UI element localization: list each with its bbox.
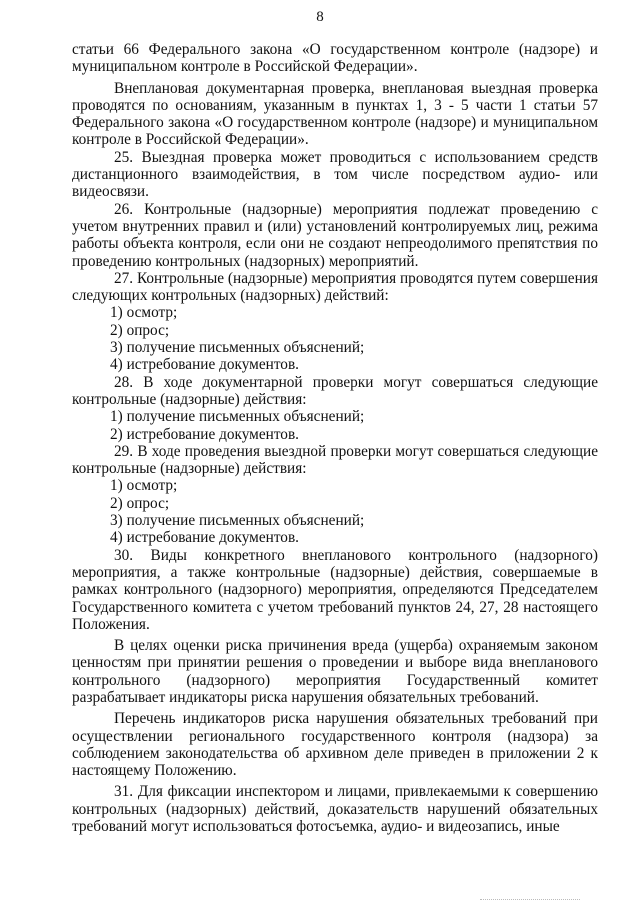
paragraph: Перечень индикаторов риска нарушения обязательных требований при осуществлении регионального государственного контроля (надзора) за соблюдением законодательства об архивном деле приведен в приложении 2 к настоящему Положению.	[72, 710, 598, 780]
paragraph: 28. В ходе документарной проверки могут совершаться следующие контрольные (надзорные) действия:	[72, 373, 598, 408]
paragraph: 29. В ходе проведения выездной проверки могут совершаться следующие контрольные (надзорные) действия:	[72, 442, 598, 478]
list-item: 3) получение письменных объяснений;	[110, 512, 365, 530]
paragraph: Внеплановая документарная проверка, внеплановая выездная проверка проводятся по основаниям, указанным в пунктах 1, 3 - 5 части 1 статьи 57 Федерального закона «О государственном контроле (надзоре) и муниципальном контроле в Российской Федерации».	[72, 79, 598, 149]
paragraph: 25. Выездная проверка может проводиться с использованием средств дистанционного взаимодействия, в том числе посредством аудио- или видеосвязи.	[72, 148, 598, 201]
list-item: 2) опрос;	[110, 494, 170, 512]
paragraph: 26. Контрольные (надзорные) мероприятия подлежат проведению с учетом внутренних правил и (или) установлений контролируемых лиц, режима работы объекта контроля, если они не создают непреодолимого препятствия по проведению контрольных (надзорных) мероприятий.	[72, 200, 598, 270]
list-item: 1) осмотр;	[110, 304, 178, 322]
paragraph: 30. Виды конкретного внепланового контрольного (надзорного) мероприятия, а также контрольные (надзорные) действия, совершаемые в рамках контрольного (надзорного) мероприятия, определяются Председателем Государственного комитета с учетом требований пунктов 24, 27, 28 настоящего Положения.	[72, 546, 598, 633]
list-item: 1) получение письменных объяснений;	[110, 408, 365, 426]
list-item: 4) истребование документов.	[110, 529, 300, 547]
document-body	[72, 41, 598, 835]
paragraph: 31. Для фиксации инспектором и лицами, привлекаемыми к совершению контрольных (надзорных) действий, доказательств нарушений обязательных требований могут использоваться фотосъемка, аудио- и видеозапись, иные	[72, 783, 598, 836]
paragraph: 27. Контрольные (надзорные) мероприятия проводятся путем совершения следующих контрольных (надзорных) действий:	[72, 269, 598, 305]
page-number: 8	[316, 9, 324, 25]
list-item: 2) опрос;	[110, 321, 170, 339]
list-item: 4) истребование документов.	[110, 356, 300, 374]
paragraph: статьи 66 Федерального закона «О государственном контроле (надзоре) и муниципальном контроле в Российской Федерации».	[72, 41, 598, 76]
paragraph: В целях оценки риска причинения вреда (ущерба) охраняемым законом ценностям при принятии решения о проведении и выборе вида внепланового контрольного (надзорного) мероприятия Государственный комитет разрабатывает индикаторы риска нарушения обязательных требований.	[72, 637, 598, 706]
list-item: 2) истребование документов.	[110, 425, 300, 443]
list-item: 3) получение письменных объяснений;	[110, 339, 365, 357]
list-item: 1) осмотр;	[110, 477, 178, 495]
scan-artifact	[480, 899, 580, 902]
